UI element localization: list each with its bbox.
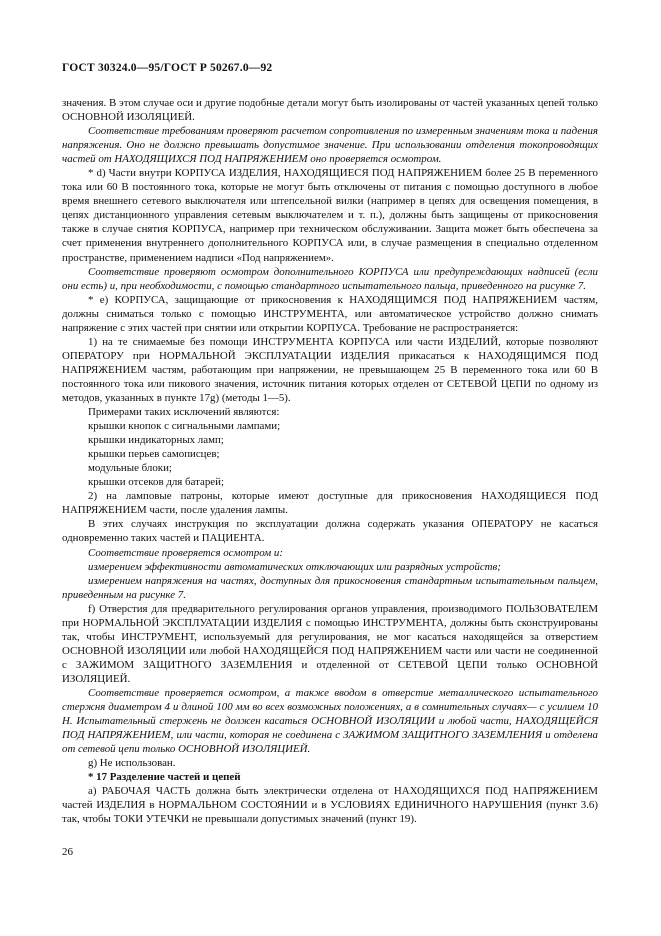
paragraph: измерением напряжения на частях, доступных для прикосновения стандартным испытательным пальцем, приведенным на рисунке 7. [62,574,598,601]
page-number: 26 [62,846,73,858]
paragraph: * d) Части внутри КОРПУСА ИЗДЕЛИЯ, НАХОДЯЩИЕСЯ ПОД НАПРЯЖЕНИЕМ более 25 В переменного тока или 60 В постоянного тока, которые не могут быть отключены от питания с помощью доступного в любое время внешнего сетевого выключателя или штепсельной вилки (например в цепях для освещения помещения, в цепях дистанционного управления сетевым выключателем и т. п.), должны быть защищены от прикосновения также в случае снятия КОРПУСА, например при техническом обслуживании. Защита может быть обеспечена за счет применения внутреннего дополнительного КОРПУСА или, в случае размещения в специально отделенном пространстве, применением надписи «Под напряжением». [62,167,598,264]
section-heading: * 17 Разделение частей и цепей [88,771,241,784]
paragraph: значения. В этом случае оси и другие подобные детали могут быть изолированы от частей указанных цепей только ОСНОВНОЙ ИЗОЛЯЦИЕЙ. [62,97,598,124]
paragraph: модульные блоки; [88,462,172,475]
document-header: ГОСТ 30324.0—95/ГОСТ Р 50267.0—92 [62,62,273,74]
paragraph: крышки отсеков для батарей; [88,476,224,489]
paragraph: крышки кнопок с сигнальными лампами; [88,420,281,433]
paragraph: 2) на ламповые патроны, которые имеют доступные для прикосновения НАХОДЯЩИЕСЯ ПОД НАПРЯЖЕНИЕМ части, после удаления лампы. [62,490,598,517]
paragraph: * е) КОРПУСА, защищающие от прикосновения к НАХОДЯЩИМСЯ ПОД НАПРЯЖЕНИЕМ частям, должны сниматься только с помощью ИНСТРУМЕНТА, или автоматическое устройство должно снимать напряжение с этих частей при снятии или открытии КОРПУСА. Требование не распространяется: [62,293,598,334]
paragraph: Соответствие проверяется осмотром, а также вводом в отверстие металлического испытательного стержня диаметром 4 и длиной 100 мм во всех возможных положениях, а в сомнительных случаях— с усилием 10 Н. Испытательный стержень не должен касаться ОСНОВНОЙ ИЗОЛЯЦИИ и любой части, НАХОДЯЩЕЙСЯ ПОД НАПРЯЖЕНИЕМ, или части, которая не соединена с ЗАЖИМОМ ЗАЩИТНОГО ЗАЗЕМЛЕНИЯ и отделена от сетевой цепи только ОСНОВНОЙ ИЗОЛЯЦИЕЙ. [62,686,598,756]
paragraph: Примерами таких исключений являются: [88,406,280,419]
paragraph: f) Отверстия для предварительного регулирования органов управления, производимого ПОЛЬЗОВАТЕЛЕМ при НОРМАЛЬНОЙ ЭКСПЛУАТАЦИИ ИЗДЕЛИЯ с помощью ИНСТРУМЕНТА, должны быть сконструированы так, чтобы ИНСТРУМЕНТ, используемый для регулирования, не мог касаться находящейся за отверстием ОСНОВНОЙ ИЗОЛЯЦИИ или любой НАХОДЯЩЕЙСЯ ПОД НАПРЯЖЕНИЕМ части или части не соединенной с ЗАЖИМОМ ЗАЩИТНОГО ЗАЗЕМЛЕНИЯ и отделенной от СЕТЕВОЙ ЦЕПИ только ОСНОВНОЙ ИЗОЛЯЦИЕЙ. [62,602,598,685]
paragraph: крышки индикаторных ламп; [88,434,224,447]
paragraph: 1) на те снимаемые без помощи ИНСТРУМЕНТА КОРПУСА или части ИЗДЕЛИЙ, которые позволяют ОПЕРАТОРУ при НОРМАЛЬНОЙ ЭКСПЛУАТАЦИИ ИЗДЕЛИЯ прикасаться к НАХОДЯЩИМСЯ ПОД НАПРЯЖЕНИЕМ частям, работающим при напряжении, не превышающем 25 В переменного тока или 60 В постоянного тока или пикового значения, источник питания которых отделен от СЕТЕВОЙ ЦЕПИ по одному из методов, указанных в пункте 17g) (методы 1—5). [62,335,598,404]
paragraph: Соответствие проверяют осмотром дополнительного КОРПУСА или предупреждающих надписей (если они есть) и, при необходимости, с помощью стандартного испытательного пальца, приведенного на рисунке 7. [62,265,598,292]
paragraph: крышки перьев самописцев; [88,448,220,461]
paragraph: измерением эффективности автоматических отключающих или разрядных устройств; [88,560,501,573]
paragraph: Соответствие проверяется осмотром и: [88,546,283,559]
paragraph: Соответствие требованиям проверяют расчетом сопротивления по измеренным значениям тока и падения напряжения. Оно не должно превышать допустимое значение. При использовании отделения токопроводящих частей от НАХОДЯЩИХСЯ ПОД НАПРЯЖЕНИЕМ оно проверяется осмотром. [62,125,598,166]
paragraph: а) РАБОЧАЯ ЧАСТЬ должна быть электрически отделена от НАХОДЯЩИХСЯ ПОД НАПРЯЖЕНИЕМ частей ИЗДЕЛИЯ в НОРМАЛЬНОМ СОСТОЯНИИ и в УСЛОВИЯХ ЕДИНИЧНОГО НАРУШЕНИЯ (пункт 3.6) так, чтобы ТОКИ УТЕЧКИ не превышали допустимых значений (пункт 19). [62,785,598,826]
paragraph: g) Не использован. [88,757,176,770]
document-body [62,96,598,826]
paragraph: В этих случаях инструкция по эксплуатации должна содержать указания ОПЕРАТОРУ не касаться одновременно таких частей и ПАЦИЕНТА. [62,518,598,545]
